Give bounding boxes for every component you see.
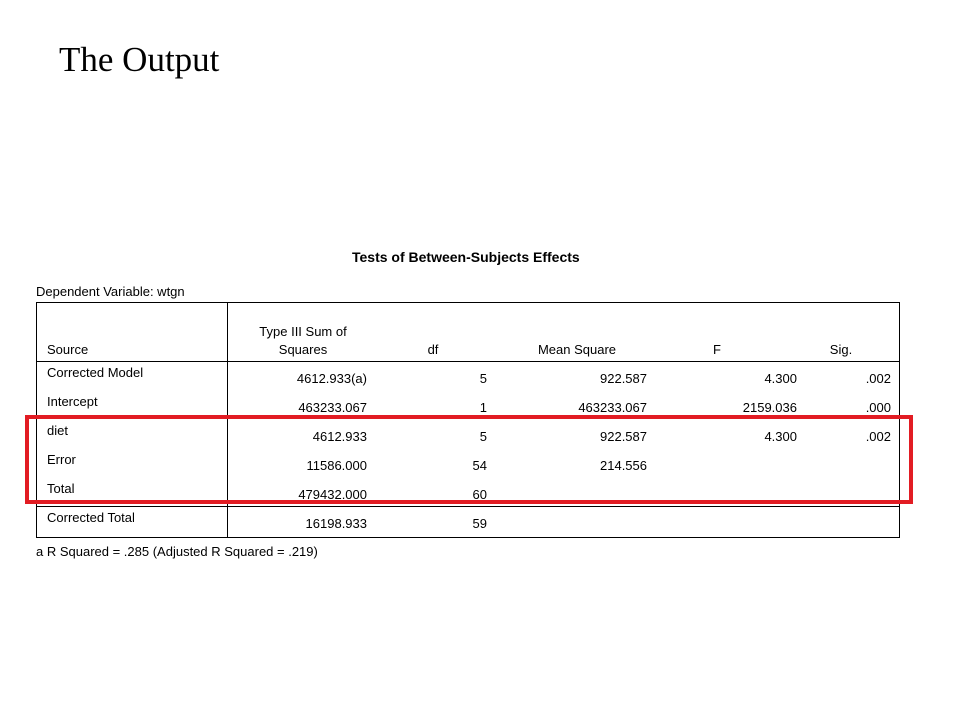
table-row-mean-square: 214.556 xyxy=(600,458,647,473)
table-row-sum-of-squares: 463233.067 xyxy=(298,400,367,415)
table-row-sum-of-squares: 11586.000 xyxy=(306,458,367,473)
corrected-total-divider xyxy=(37,506,899,507)
header-sum-of-squares-line2: Squares xyxy=(278,342,328,357)
table-row-mean-square: 922.587 xyxy=(600,429,647,444)
table-row-f: 4.300 xyxy=(764,371,797,386)
table-row-source: Intercept xyxy=(47,394,98,409)
table-footnote: a R Squared = .285 (Adjusted R Squared = .219) xyxy=(36,544,318,559)
table-row-sum-of-squares: 4612.933(a) xyxy=(296,371,367,386)
table-row-sig: .002 xyxy=(865,371,891,386)
table-row-df: 60 xyxy=(472,487,487,502)
table-row-f: 4.300 xyxy=(764,429,797,444)
table-row-f: 2159.036 xyxy=(742,400,797,415)
table-row-sum-of-squares: 4612.933 xyxy=(312,429,367,444)
table-row-sig: .002 xyxy=(865,429,891,444)
table-row-df: 1 xyxy=(479,400,487,415)
highlight-box xyxy=(25,415,913,504)
table-row-sig: .000 xyxy=(865,400,891,415)
table-row-sum-of-squares: 16198.933 xyxy=(305,516,367,531)
table-row-df: 54 xyxy=(472,458,487,473)
slide-title: The Output xyxy=(59,40,220,79)
table-row-df: 59 xyxy=(472,516,487,531)
header-source: Source xyxy=(47,342,89,357)
table-title: Tests of Between-Subjects Effects xyxy=(352,249,580,265)
table-row-sum-of-squares: 479432.000 xyxy=(298,487,367,502)
table-row-source: diet xyxy=(47,423,68,438)
table-row-mean-square: 463233.067 xyxy=(578,400,647,415)
table-row-df: 5 xyxy=(479,371,487,386)
table-row-mean-square: 922.587 xyxy=(600,371,647,386)
header-df: df xyxy=(427,342,439,357)
header-sig: Sig. xyxy=(829,342,853,357)
header-f: F xyxy=(713,342,721,357)
header-sum-of-squares-line1: Type III Sum of xyxy=(259,324,347,339)
table-row-source: Corrected Total xyxy=(47,510,135,525)
table-row-source: Total xyxy=(47,481,75,496)
header-divider xyxy=(37,361,899,362)
table-row-source: Error xyxy=(47,452,76,467)
dependent-variable-label: Dependent Variable: wtgn xyxy=(36,284,185,299)
header-mean-square: Mean Square xyxy=(537,342,617,357)
table-row-df: 5 xyxy=(479,429,487,444)
table-row-source: Corrected Model xyxy=(47,365,144,380)
